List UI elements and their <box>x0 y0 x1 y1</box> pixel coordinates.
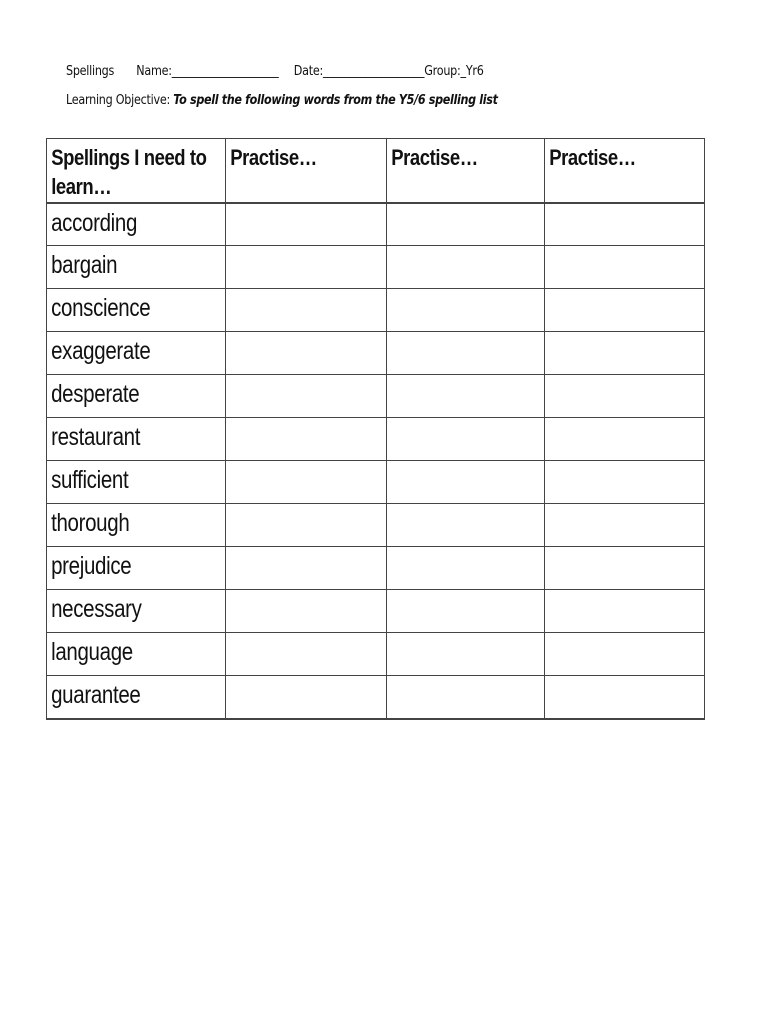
practise-cell[interactable] <box>545 590 705 633</box>
practise-cell[interactable] <box>545 203 705 246</box>
practise-cell[interactable] <box>386 203 545 246</box>
practise-cell[interactable] <box>225 375 386 418</box>
table-row <box>47 375 705 418</box>
practise-cell[interactable] <box>225 633 386 676</box>
practise-cell[interactable] <box>545 375 705 418</box>
learning-objective <box>66 93 498 108</box>
practise-cell[interactable] <box>225 590 386 633</box>
table-row <box>47 676 705 719</box>
practise-cell[interactable] <box>545 332 705 375</box>
practise-cell[interactable] <box>225 504 386 547</box>
practise-cell[interactable] <box>225 332 386 375</box>
word-cell <box>47 375 226 418</box>
practise-cell[interactable] <box>225 289 386 332</box>
spelling-word: language <box>51 638 133 666</box>
spellings-label: Spellings <box>66 64 115 79</box>
practise-cell[interactable] <box>545 246 705 289</box>
word-cell <box>47 547 226 590</box>
practise-cell[interactable] <box>545 633 705 676</box>
objective-text: To spell the following words from the Y5/6 spelling list <box>173 93 498 108</box>
spelling-word: sufficient <box>51 466 129 494</box>
practise-cell[interactable] <box>225 418 386 461</box>
spelling-word: conscience <box>51 294 151 322</box>
practise-cell[interactable] <box>386 246 545 289</box>
table-row <box>47 633 705 676</box>
spelling-word: exaggerate <box>51 337 151 365</box>
spelling-word: desperate <box>51 380 140 408</box>
worksheet-header <box>66 64 484 79</box>
word-rows <box>47 203 705 719</box>
header-cell <box>545 139 705 203</box>
word-cell <box>47 590 226 633</box>
header-cell <box>386 139 545 203</box>
header-practise-3: Practise… <box>549 145 637 170</box>
spelling-table <box>46 138 705 720</box>
practise-cell[interactable] <box>386 375 545 418</box>
word-cell <box>47 246 226 289</box>
word-cell <box>47 332 226 375</box>
table-row <box>47 590 705 633</box>
word-cell <box>47 504 226 547</box>
group-field: Group:_Yr6 <box>424 64 484 79</box>
practise-cell[interactable] <box>225 461 386 504</box>
spelling-word: thorough <box>51 509 130 537</box>
word-cell <box>47 203 226 246</box>
header-practise-1: Practise… <box>230 145 317 170</box>
word-cell <box>47 461 226 504</box>
practise-cell[interactable] <box>545 289 705 332</box>
table-row <box>47 418 705 461</box>
practise-cell[interactable] <box>386 633 545 676</box>
table-header-row <box>47 139 705 203</box>
table-row <box>47 504 705 547</box>
practise-cell[interactable] <box>386 332 545 375</box>
objective-label: Learning Objective: <box>66 93 170 108</box>
practise-cell[interactable] <box>545 547 705 590</box>
practise-cell[interactable] <box>225 246 386 289</box>
spelling-word: necessary <box>51 595 142 623</box>
practise-cell[interactable] <box>386 461 545 504</box>
table-row <box>47 246 705 289</box>
date-field: Date:___________________ <box>293 64 425 79</box>
spelling-word: guarantee <box>51 681 141 709</box>
word-cell <box>47 676 226 719</box>
practise-cell[interactable] <box>545 504 705 547</box>
header-spellings-to-learn: Spellings I need to learn… <box>51 145 207 199</box>
practise-cell[interactable] <box>225 203 386 246</box>
spelling-word: prejudice <box>51 552 132 580</box>
table-row <box>47 289 705 332</box>
header-cell <box>47 139 226 203</box>
spelling-word: restaurant <box>51 423 141 451</box>
name-field: Name:____________________ <box>136 64 279 79</box>
word-cell <box>47 418 226 461</box>
practise-cell[interactable] <box>386 418 545 461</box>
spelling-word: according <box>51 208 138 237</box>
practise-cell[interactable] <box>386 504 545 547</box>
spelling-word: bargain <box>51 251 118 279</box>
practise-cell[interactable] <box>545 676 705 719</box>
practise-cell[interactable] <box>225 547 386 590</box>
practise-cell[interactable] <box>225 676 386 719</box>
table-row <box>47 203 705 246</box>
practise-cell[interactable] <box>545 461 705 504</box>
practise-cell[interactable] <box>386 547 545 590</box>
table-row <box>47 547 705 590</box>
header-cell <box>225 139 386 203</box>
table-row <box>47 332 705 375</box>
word-cell <box>47 289 226 332</box>
table-row <box>47 461 705 504</box>
practise-cell[interactable] <box>386 676 545 719</box>
practise-cell[interactable] <box>386 590 545 633</box>
practise-cell[interactable] <box>386 289 545 332</box>
word-cell <box>47 633 226 676</box>
practise-cell[interactable] <box>545 418 705 461</box>
header-practise-2: Practise… <box>390 145 478 170</box>
